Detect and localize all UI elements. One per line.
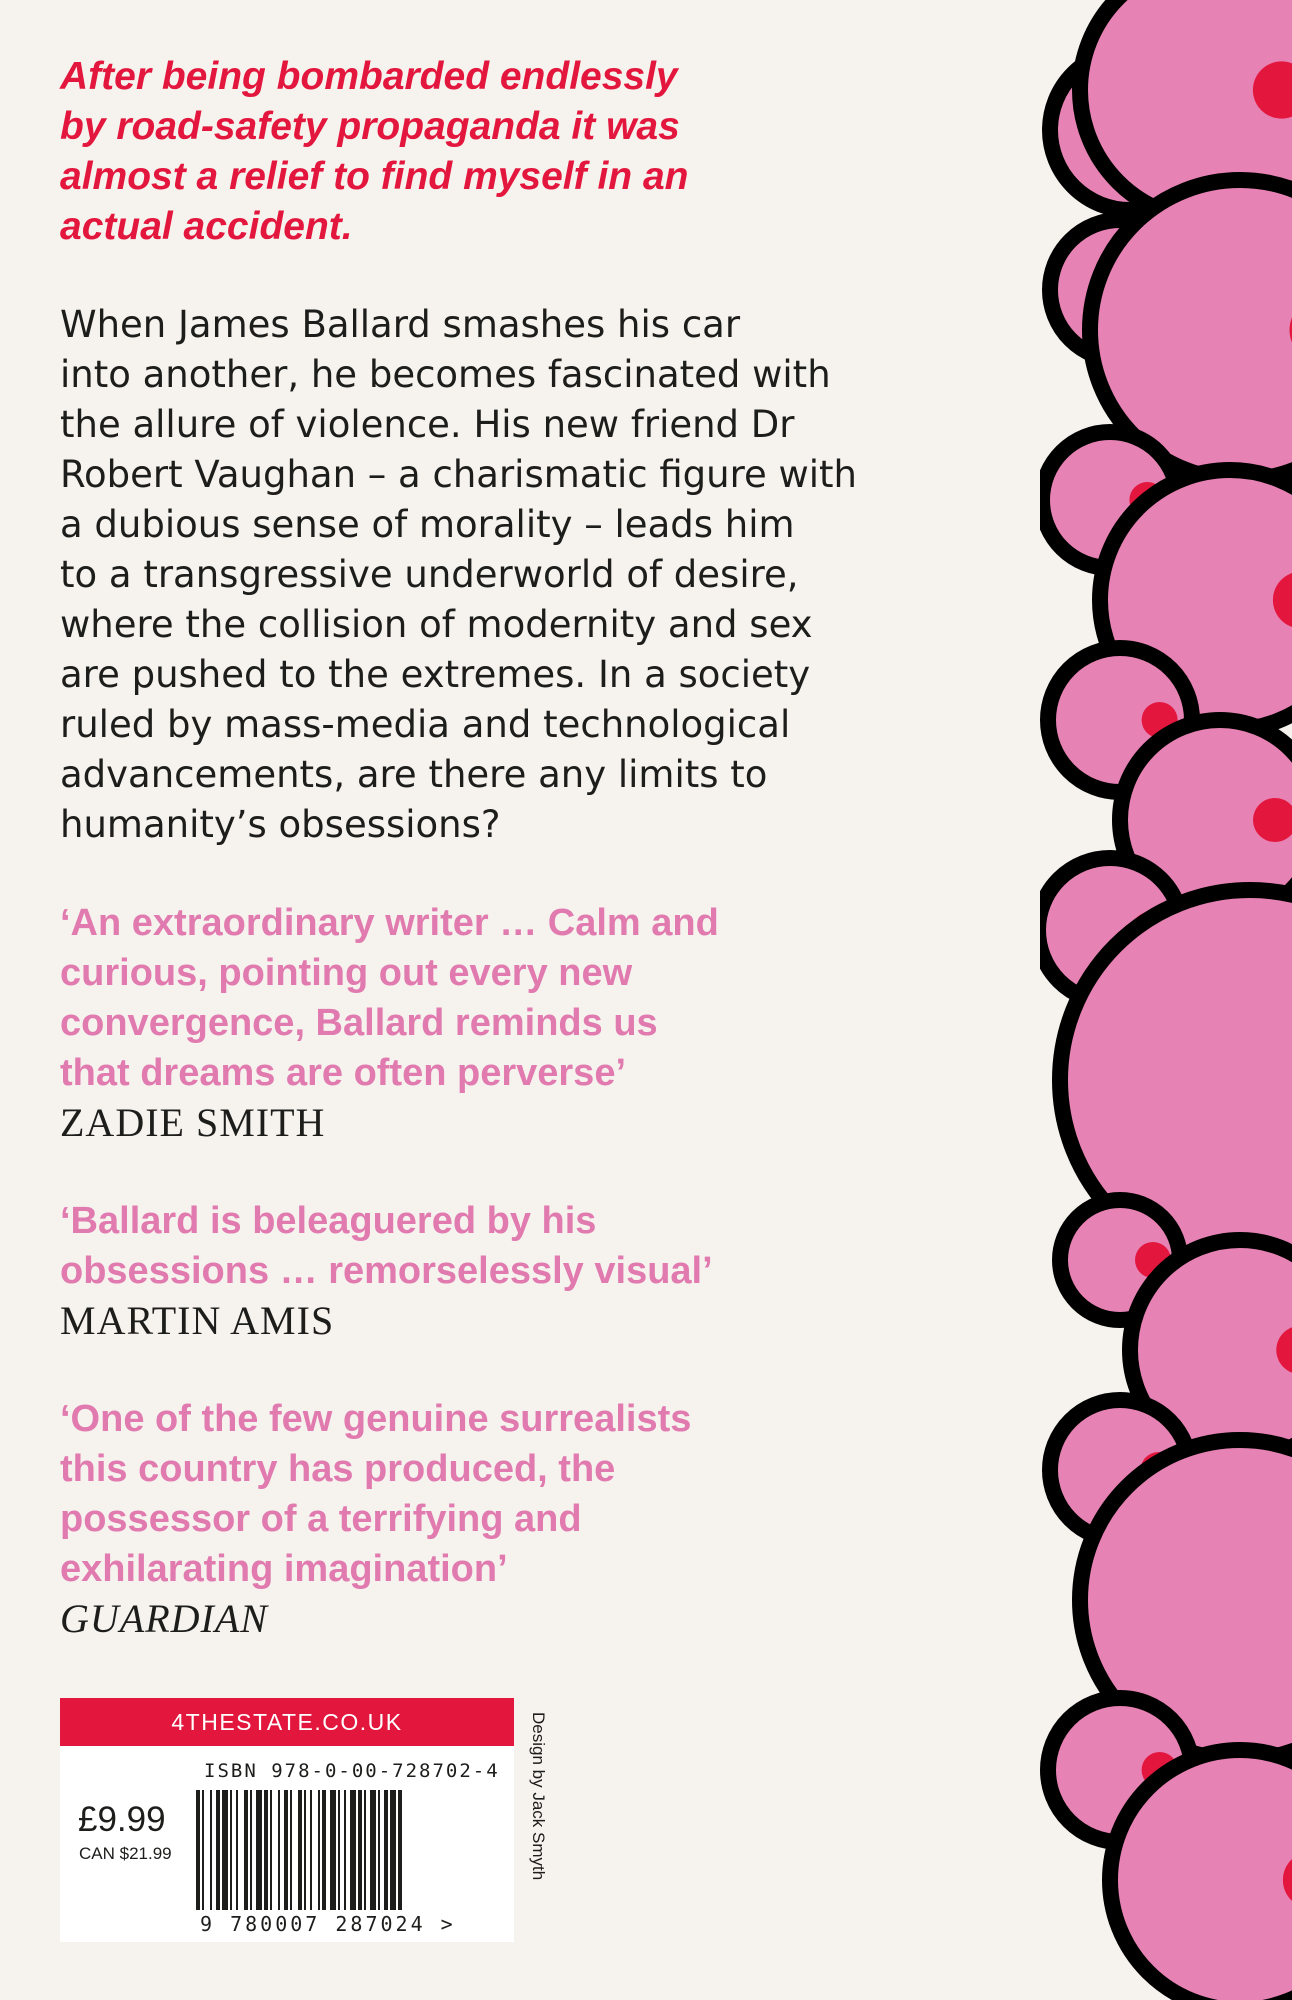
barcode-bar: [358, 1790, 362, 1910]
barcode-bar: [244, 1790, 248, 1910]
barcode-bar: [270, 1790, 272, 1910]
barcode-bar: [364, 1790, 366, 1910]
barcode-bar: [196, 1790, 200, 1910]
barcode-digits: 9 780007 287024 >: [200, 1912, 456, 1936]
decorative-circles: [1040, 0, 1292, 2000]
barcode-bar: [338, 1790, 340, 1910]
barcode-bar: [236, 1790, 238, 1910]
blurb: When James Ballard smashes his car into another, he becomes fascinated with the allure of violence. His new friend Dr Robert Vaughan – a charismatic figure with a dubious sense of morality – leads him to a transgressive underworld of desire, where the collision of modernity and sex are pushed to the extremes. In a society ruled by mass-media and technological advancements, are there any limits to humanity’s obsessions?: [60, 303, 857, 846]
isbn-label: ISBN 978-0-00-728702-4: [204, 1760, 500, 1782]
barcode-bar: [310, 1790, 312, 1910]
design-credit: Design by Jack Smyth: [529, 1712, 548, 1881]
quote-block-2: [60, 1196, 860, 1346]
barcode-bar: [330, 1790, 336, 1910]
barcode-bar: [344, 1790, 346, 1910]
barcode-bar: [304, 1790, 306, 1910]
barcode-bar: [384, 1790, 388, 1910]
barcode-bar: [230, 1790, 232, 1910]
back-cover-text: [60, 52, 860, 1644]
quote-block-1: [60, 898, 860, 1148]
price-can: CAN $21.99: [79, 1844, 172, 1863]
barcode-panel: [60, 1698, 514, 1942]
barcode-bar: [222, 1790, 228, 1910]
barcode-bar: [398, 1790, 402, 1910]
price-uk: £9.99: [78, 1800, 166, 1839]
tagline: After being bombarded endlessly by road-safety propaganda it was almost a relief to find myself in an actual accident.: [60, 55, 689, 248]
quote-text: ‘An extraordinary writer … Calm and curious, pointing out every new convergence, Ballard reminds us that dreams are often perverse’: [60, 902, 719, 1094]
barcode-bar: [264, 1790, 268, 1910]
barcode-bar: [370, 1790, 376, 1910]
barcode-bar: [202, 1790, 204, 1910]
quote-source: MARTIN AMIS: [60, 1298, 335, 1343]
barcode-bar: [322, 1790, 326, 1910]
barcode-bar: [318, 1790, 320, 1910]
barcode-image: [190, 1790, 494, 1910]
barcode-bar: [298, 1790, 302, 1910]
quote-source: ZADIE SMITH: [60, 1100, 326, 1145]
barcode-bar: [250, 1790, 252, 1910]
quote-block-3: [60, 1394, 860, 1644]
barcode-bar: [278, 1790, 280, 1910]
quote-text: ‘Ballard is beleaguered by his obsessions … remorselessly visual’: [60, 1200, 713, 1292]
quote-source: GUARDIAN: [60, 1596, 268, 1641]
barcode-bar: [378, 1790, 380, 1910]
barcode-bar: [284, 1790, 288, 1910]
barcode-bar: [390, 1790, 396, 1910]
barcode-bar: [290, 1790, 292, 1910]
barcode-bar: [350, 1790, 356, 1910]
barcode-bar: [216, 1790, 220, 1910]
barcode-bar: [210, 1790, 212, 1910]
barcode-bar: [256, 1790, 262, 1910]
quote-text: ‘One of the few genuine surrealists this country has produced, the possessor of a terrifying and exhilarating imagination’: [60, 1398, 692, 1590]
publisher-website[interactable]: 4THESTATE.CO.UK: [60, 1698, 514, 1746]
circle-stack: [1040, 0, 1292, 2000]
